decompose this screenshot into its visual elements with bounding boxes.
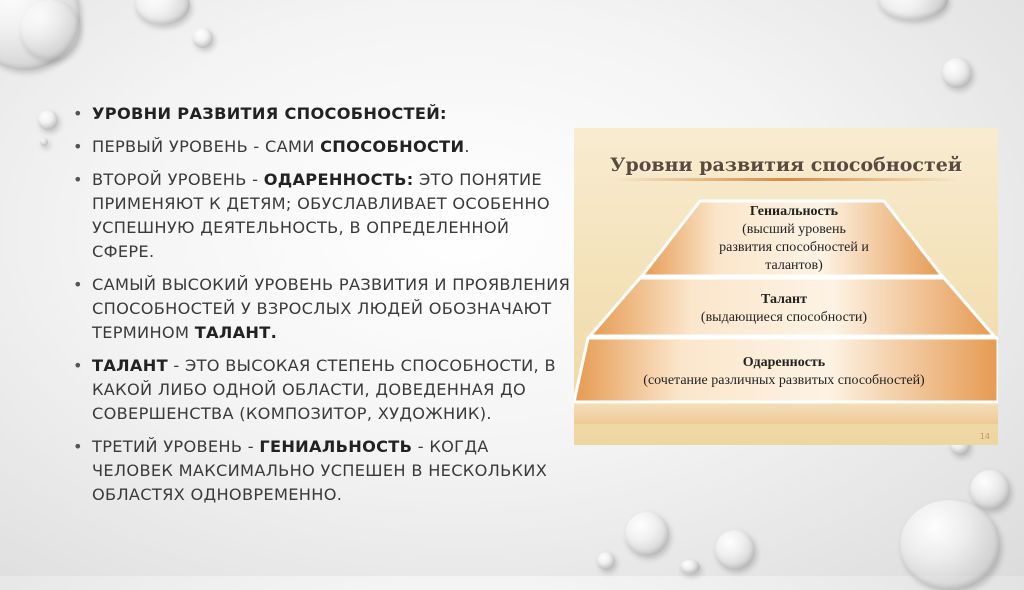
tier-label-genius: [684, 203, 904, 275]
water-drop-decoration: [900, 500, 1000, 590]
figure-title: Уровни развития способностей: [610, 154, 962, 176]
pyramid-figure: [574, 128, 998, 445]
bullet-item: [72, 102, 572, 126]
bullet-emphasis: ОДАРЕННОСТЬ:: [263, 170, 414, 189]
water-drop-decoration: [20, 0, 80, 60]
water-drop-decoration: [715, 530, 755, 570]
bullet-item: [72, 354, 572, 426]
bullet-list: [72, 102, 572, 507]
tier-label-talent: [634, 291, 934, 327]
water-drop-decoration: [625, 512, 669, 556]
bullet-text: - КОГДА ЧЕЛОВЕК МАКСИМАЛЬНО УСПЕШЕН В НЕСКОЛЬКИХ ОБЛАСТЯХ ОДНОВРЕМЕННО.: [92, 437, 548, 504]
bullet-emphasis: ТАЛАНТ: [92, 356, 168, 375]
bullet-text: .: [464, 137, 470, 156]
water-drop-decoration: [878, 0, 948, 20]
tier-label-head: Талант: [761, 292, 807, 307]
tier-label-giftedness: [584, 354, 984, 390]
bullet-text: ПЕРВЫЙ УРОВЕНЬ - САМИ: [92, 137, 321, 156]
tier-label-head: Гениальность: [749, 204, 839, 219]
bullet-text: САМЫЙ ВЫСОКИЙ УРОВЕНЬ РАЗВИТИЯ И ПРОЯВЛЕНИЯ СПОСОБНОСТЕЙ У ВЗРОСЛЫХ ЛЮДЕЙ ОБОЗНАЧАЮТ ТЕРМИНОМ: [92, 275, 571, 342]
bullet-text: ЭТО ПОНЯТИЕ ПРИМЕНЯЮТ К ДЕТЯМ; ОБУСЛАВЛИВАЕТ ОСОБЕННО УСПЕШНУЮ ДЕЯТЕЛЬНОСТЬ, В ОПРЕДЕЛЕННОЙ СФЕРЕ.: [92, 170, 550, 261]
pyramid-graphic: [574, 128, 998, 445]
pyramid-base-shadow: [574, 404, 998, 424]
slide-text-block: [72, 102, 572, 516]
tier-label-line: развития способностей и: [719, 240, 869, 255]
tier-label-head: Одаренность: [742, 355, 826, 370]
bullet-item: [72, 135, 572, 159]
tier-label-line: талантов): [765, 258, 823, 273]
water-drop-decoration: [970, 470, 1010, 510]
bullet-item: [72, 435, 572, 507]
water-drop-decoration: [942, 58, 972, 88]
water-drop-decoration: [193, 28, 213, 48]
tier-label-line: (высший уровень: [742, 222, 846, 237]
bullet-text: - ЭТО ВЫСОКАЯ СТЕПЕНЬ СПОСОБНОСТИ, В КАКОЙ ЛИБО ОДНОЙ ОБЛАСТИ, ДОВЕДЕННАЯ ДО СОВЕРШЕНСТВА (КОМПОЗИТОР, ХУДОЖНИК).: [92, 356, 556, 423]
water-drop-decoration: [40, 138, 48, 146]
bullet-item: [72, 168, 572, 264]
tier-label-line: (сочетание различных развитых способностей): [643, 373, 925, 388]
water-drop-decoration: [597, 552, 615, 570]
tier-label-line: (выдающиеся способности): [700, 310, 868, 325]
figure-page-number: 14: [979, 432, 990, 441]
bullet-emphasis: ТАЛАНТ.: [194, 323, 278, 342]
bullet-text: ТРЕТИЙ УРОВЕНЬ -: [92, 437, 260, 456]
water-drop-decoration: [135, 0, 190, 25]
bullet-emphasis: ГЕНИАЛЬНОСТЬ: [259, 437, 413, 456]
bullet-item: [72, 273, 572, 345]
bullet-emphasis: СПОСОБНОСТИ: [320, 137, 465, 156]
bullet-emphasis: УРОВНИ РАЗВИТИЯ СПОСОБНОСТЕЙ:: [92, 104, 447, 123]
bullet-text: ВТОРОЙ УРОВЕНЬ -: [92, 170, 264, 189]
water-drop-decoration: [38, 110, 58, 130]
water-drop-decoration: [680, 560, 700, 574]
